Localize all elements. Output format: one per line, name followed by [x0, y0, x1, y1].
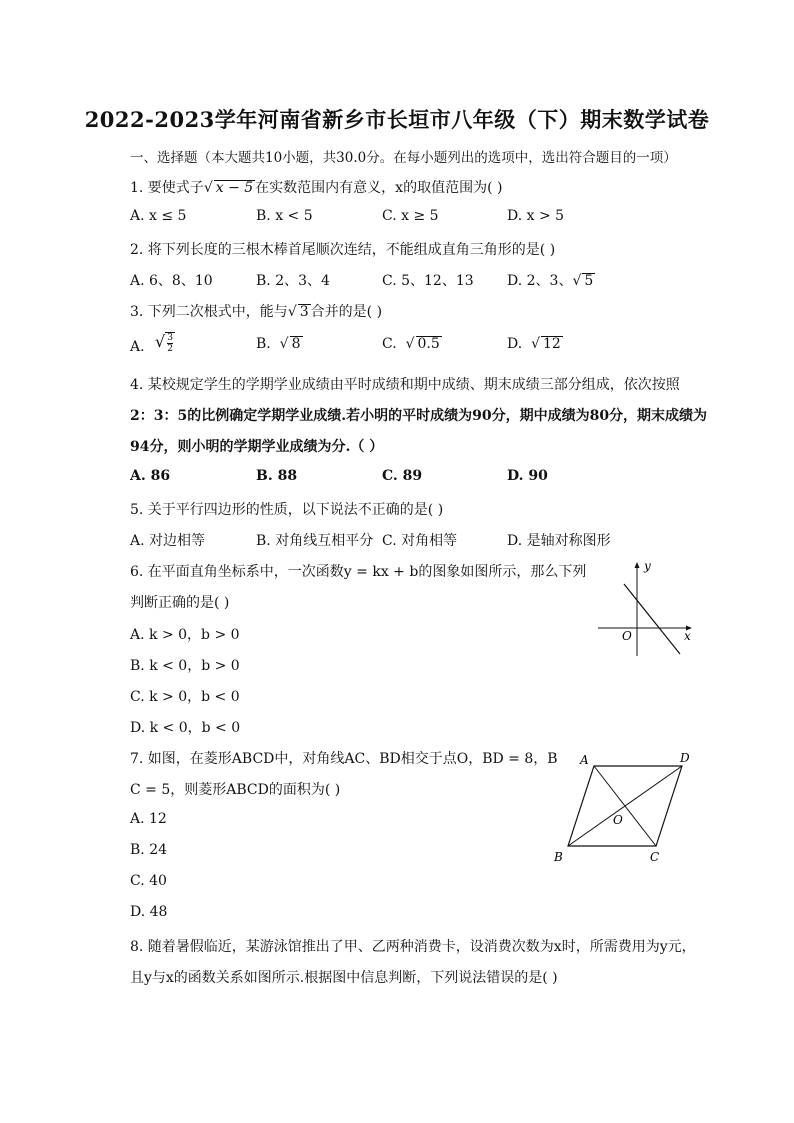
q1-option-b[interactable]: B. x < 5	[256, 208, 313, 224]
q7-option-d[interactable]: D. 48	[130, 904, 168, 920]
q2-option-a[interactable]: A. 6、8、10	[130, 273, 213, 289]
q7-label-o: O	[613, 813, 623, 827]
q4-option-b[interactable]: B. 88	[256, 468, 298, 484]
q2-option-d[interactable]: D. 2、3、√ 5	[507, 273, 594, 289]
q6-option-c[interactable]: C. k > 0，b < 0	[130, 689, 240, 705]
q1-option-a[interactable]: A. x ≤ 5	[130, 208, 187, 224]
q2-option-b[interactable]: B. 2、3、4	[256, 273, 330, 289]
q6-x-label: x	[684, 629, 691, 643]
question-3-options	[130, 332, 690, 362]
q7-option-a[interactable]: A. 12	[130, 811, 167, 827]
q7-diagonal-bd	[568, 766, 682, 846]
q4-option-d[interactable]: D. 90	[507, 468, 548, 484]
question-7-stem-line-1: 7. 如图，在菱形ABCD中，对角线AC、BD相交于点O，BD = 8，B	[130, 751, 558, 767]
q6-y-axis-arrow	[635, 562, 640, 568]
question-8-stem-line-2: 且y与x的函数关系如图所示.根据图中信息判断，下列说法错误的是( )	[130, 970, 558, 986]
q7-option-c[interactable]: C. 40	[130, 873, 167, 889]
q6-option-d[interactable]: D. k < 0，b < 0	[130, 720, 241, 736]
q2-option-c[interactable]: C. 5、12、13	[382, 273, 474, 289]
q7-rhombus-figure	[548, 746, 700, 868]
q6-option-a[interactable]: A. k > 0，b > 0	[130, 627, 240, 643]
q7-label-c: C	[650, 850, 660, 864]
question-8-stem-line-1: 8. 随着暑假临近，某游泳馆推出了甲、乙两种消费卡，设消费次数为x时，所需费用为y元，	[130, 939, 696, 955]
q7-option-b[interactable]: B. 24	[130, 842, 168, 858]
question-7-stem-line-2: C = 5，则菱形ABCD的面积为( )	[130, 782, 341, 798]
q3-option-c[interactable]: C. √ 0.5	[382, 336, 440, 352]
q7-label-b: B	[554, 850, 563, 864]
q3-option-d[interactable]: D. √ 12	[507, 336, 561, 352]
q5-option-c[interactable]: C. 对角相等	[382, 533, 458, 549]
question-4-stem-line-2: 2：3：5的比例确定学期学业成绩.若小明的平时成绩为90分，期中成绩为80分，期末成绩为	[130, 408, 708, 424]
question-3-stem: 3. 下列二次根式中，能与√ 3 合并的是( )	[130, 304, 383, 320]
q5-option-a[interactable]: A. 对边相等	[130, 533, 206, 549]
question-5-stem: 5. 关于平行四边形的性质，以下说法不正确的是( )	[130, 502, 444, 518]
question-4-stem-line-3: 94分，则小明的学期学业成绩为分.（ ）	[130, 439, 384, 455]
q4-option-a[interactable]: A. 86	[130, 468, 171, 484]
q7-label-a: A	[580, 753, 589, 767]
q3-option-a[interactable]: A. √ $\frac{3}{2}$	[130, 332, 173, 355]
q4-option-c[interactable]: C. 89	[382, 468, 423, 484]
q6-option-b[interactable]: B. k < 0，b > 0	[130, 658, 240, 674]
q5-option-d[interactable]: D. 是轴对称图形	[507, 533, 611, 549]
q1-option-d[interactable]: D. x > 5	[507, 208, 565, 224]
question-1-stem: 1. 要使式子√ x − 5 在实数范围内有意义，x的取值范围为( )	[130, 180, 503, 196]
q1-option-c[interactable]: C. x ≥ 5	[382, 208, 439, 224]
page-title: 2022-2023学年河南省新乡市长垣市八年级（下）期末数学试卷	[84, 107, 710, 132]
question-2-stem: 2. 将下列长度的三根木棒首尾顺次连结，不能组成直角三角形的是( )	[130, 242, 556, 258]
q7-label-d: D	[680, 751, 690, 765]
question-4-stem-line-1: 4. 某校规定学生的学期学业成绩由平时成绩和期中成绩、期末成绩三部分组成，依次按照	[130, 377, 680, 393]
section-heading: 一、选择题（本大题共10小题，共30.0分。在每小题列出的选项中，选出符合题目的一项）	[130, 150, 677, 166]
question-6-stem-line-1: 6. 在平面直角坐标系中，一次函数y = kx + b的图象如图所示，那么下列	[130, 564, 587, 580]
question-6-stem-line-2: 判断正确的是( )	[130, 595, 230, 611]
q6-origin-label: O	[622, 629, 632, 643]
q1-radical: x − 5	[215, 180, 254, 196]
q5-option-b[interactable]: B. 对角线互相平分	[256, 533, 374, 549]
q3-option-b[interactable]: B. √ 8	[256, 336, 301, 352]
q6-function-line	[624, 584, 680, 654]
q6-linear-function-graph	[594, 556, 698, 660]
q6-y-label: y	[644, 559, 651, 573]
